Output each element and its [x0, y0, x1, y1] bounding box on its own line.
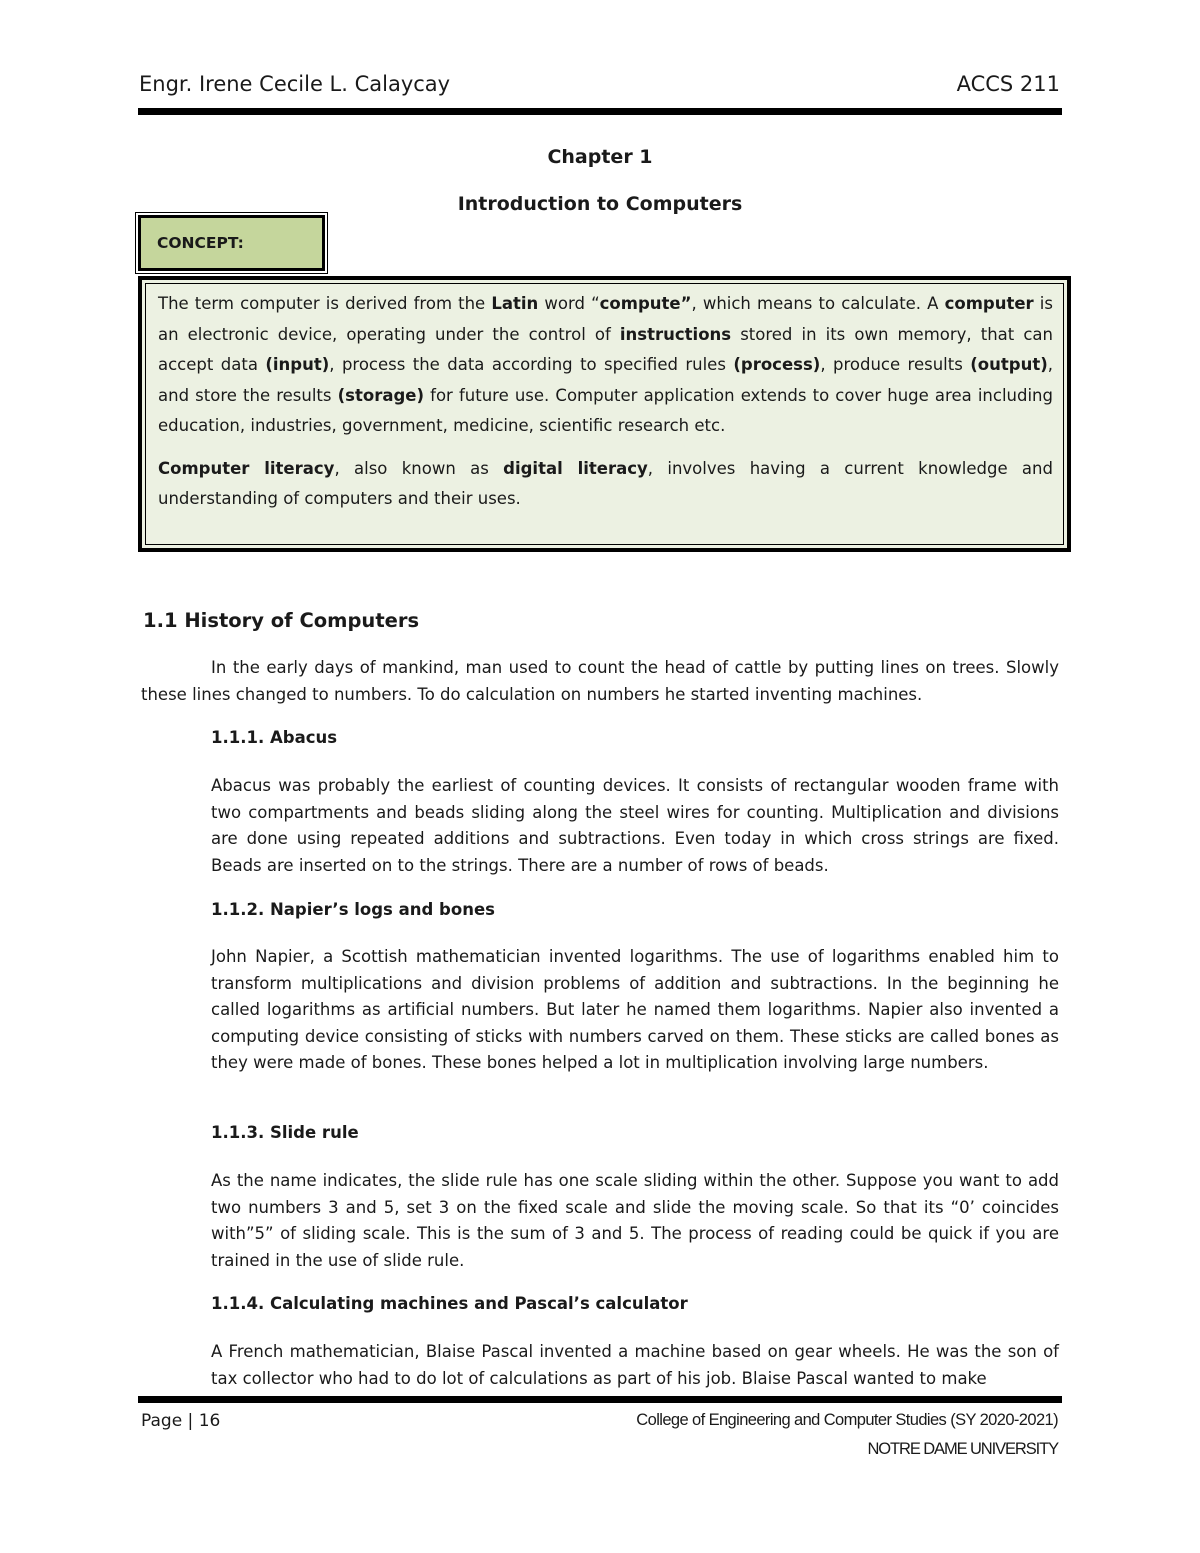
concept-tab: [138, 215, 325, 271]
chapter-number: Chapter 1: [547, 146, 653, 168]
subsection-text-pascal: A French mathematician, Blaise Pascal invented a machine based on gear wheels. He was the son of tax collector who had to do lot of calculations as part of his job. Blaise Pascal wanted to make: [211, 1342, 1059, 1388]
concept-label: CONCEPT:: [157, 234, 244, 252]
bold-run: (process): [733, 355, 821, 374]
subsection-text-napier: John Napier, a Scottish mathematician invented logarithms. The use of logarithms enabled him to transform multiplications and division problems of addition and subtractions. In the beginning he called logarithms as artificial numbers. But later he named them logarithms. Napier also invented a computing device consisting of sticks with numbers carved on them. These sticks are called bones as they were made of bones. These bones helped a lot in multiplication involving large numbers.: [211, 947, 1059, 1072]
concept-box: [138, 276, 1071, 552]
footer-college: College of Engineering and Computer Studies (SY 2020-2021): [636, 1411, 1058, 1429]
subsection-text-slide-rule: As the name indicates, the slide rule has one scale sliding within the other. Suppose you want to add two numbers 3 and 5, set 3 on the fixed scale and slide the moving scale. So that its “0’ coincides with”5” of sliding scale. This is the sum of 3 and 5. The process of reading could be quick if you are trained in the use of slide rule.: [211, 1171, 1059, 1270]
text-run: The term computer is derived from the: [158, 294, 492, 313]
bold-run: instructions: [619, 324, 732, 344]
footer-rule: [138, 1396, 1062, 1403]
text-run: , produce results: [820, 355, 971, 374]
concept-paragraph-1: [158, 289, 1053, 442]
text-run: , and store the results: [158, 355, 1053, 405]
bold-run: (input): [265, 355, 330, 374]
subsection-title-slide-rule: 1.1.3. Slide rule: [211, 1123, 359, 1142]
text-run: , process the data according to specified rules: [329, 355, 734, 374]
subsection-title-napier: 1.1.2. Napier’s logs and bones: [211, 900, 495, 919]
text-run: , involves having a current knowledge and understanding of computers and their uses.: [158, 458, 1053, 508]
header-course: ACCS 211: [956, 72, 1060, 96]
bold-run: digital literacy: [503, 458, 648, 478]
subsection-title-pascal: 1.1.4. Calculating machines and Pascal’s calculator: [211, 1294, 688, 1313]
bold-run: computer: [944, 294, 1034, 313]
text-run: is an electronic device, operating under the control of: [158, 294, 1053, 344]
header-rule: [138, 108, 1062, 115]
bold-run: (storage): [337, 385, 425, 405]
subsection-title-abacus: 1.1.1. Abacus: [211, 728, 338, 747]
footer-university: NOTRE DAME UNIVERSITY: [867, 1440, 1058, 1458]
section-intro: In the early days of mankind, man used to count the head of cattle by putting lines on trees. Slowly these lines changed to numbers. To do calculation on numbers he started inventing machines.: [141, 658, 1059, 704]
text-run: for future use. Computer application extends to cover huge area including education, industries, government, medicine, scientific research etc.: [158, 385, 1053, 435]
header-author: Engr. Irene Cecile L. Calaycay: [139, 72, 451, 96]
bold-run: (output): [970, 355, 1048, 374]
section-heading: 1.1 History of Computers: [143, 609, 420, 632]
page-number: Page | 16: [141, 1411, 221, 1431]
text-run: stored in its own memory, that can accept data: [158, 324, 1053, 374]
subsection-text-abacus: Abacus was probably the earliest of counting devices. It consists of rectangular wooden frame with two compartments and beads sliding along the steel wires for counting. Multiplication and divisions are done using repeated additions and subtractions. Even today in which cross strings are fixed. Beads are inserted on to the strings. There are a number of rows of beads.: [211, 776, 1059, 875]
bold-run: Latin: [491, 294, 539, 313]
bold-run: Computer literacy: [158, 458, 335, 478]
concept-paragraph-2: [158, 454, 1053, 515]
text-run: , also known as: [334, 458, 504, 478]
text-run: word “: [538, 294, 600, 313]
bold-run: compute”: [599, 294, 692, 313]
text-run: , which means to calculate. A: [691, 294, 945, 313]
concept-text: [158, 289, 1053, 527]
chapter-title: Introduction to Computers: [457, 193, 743, 215]
